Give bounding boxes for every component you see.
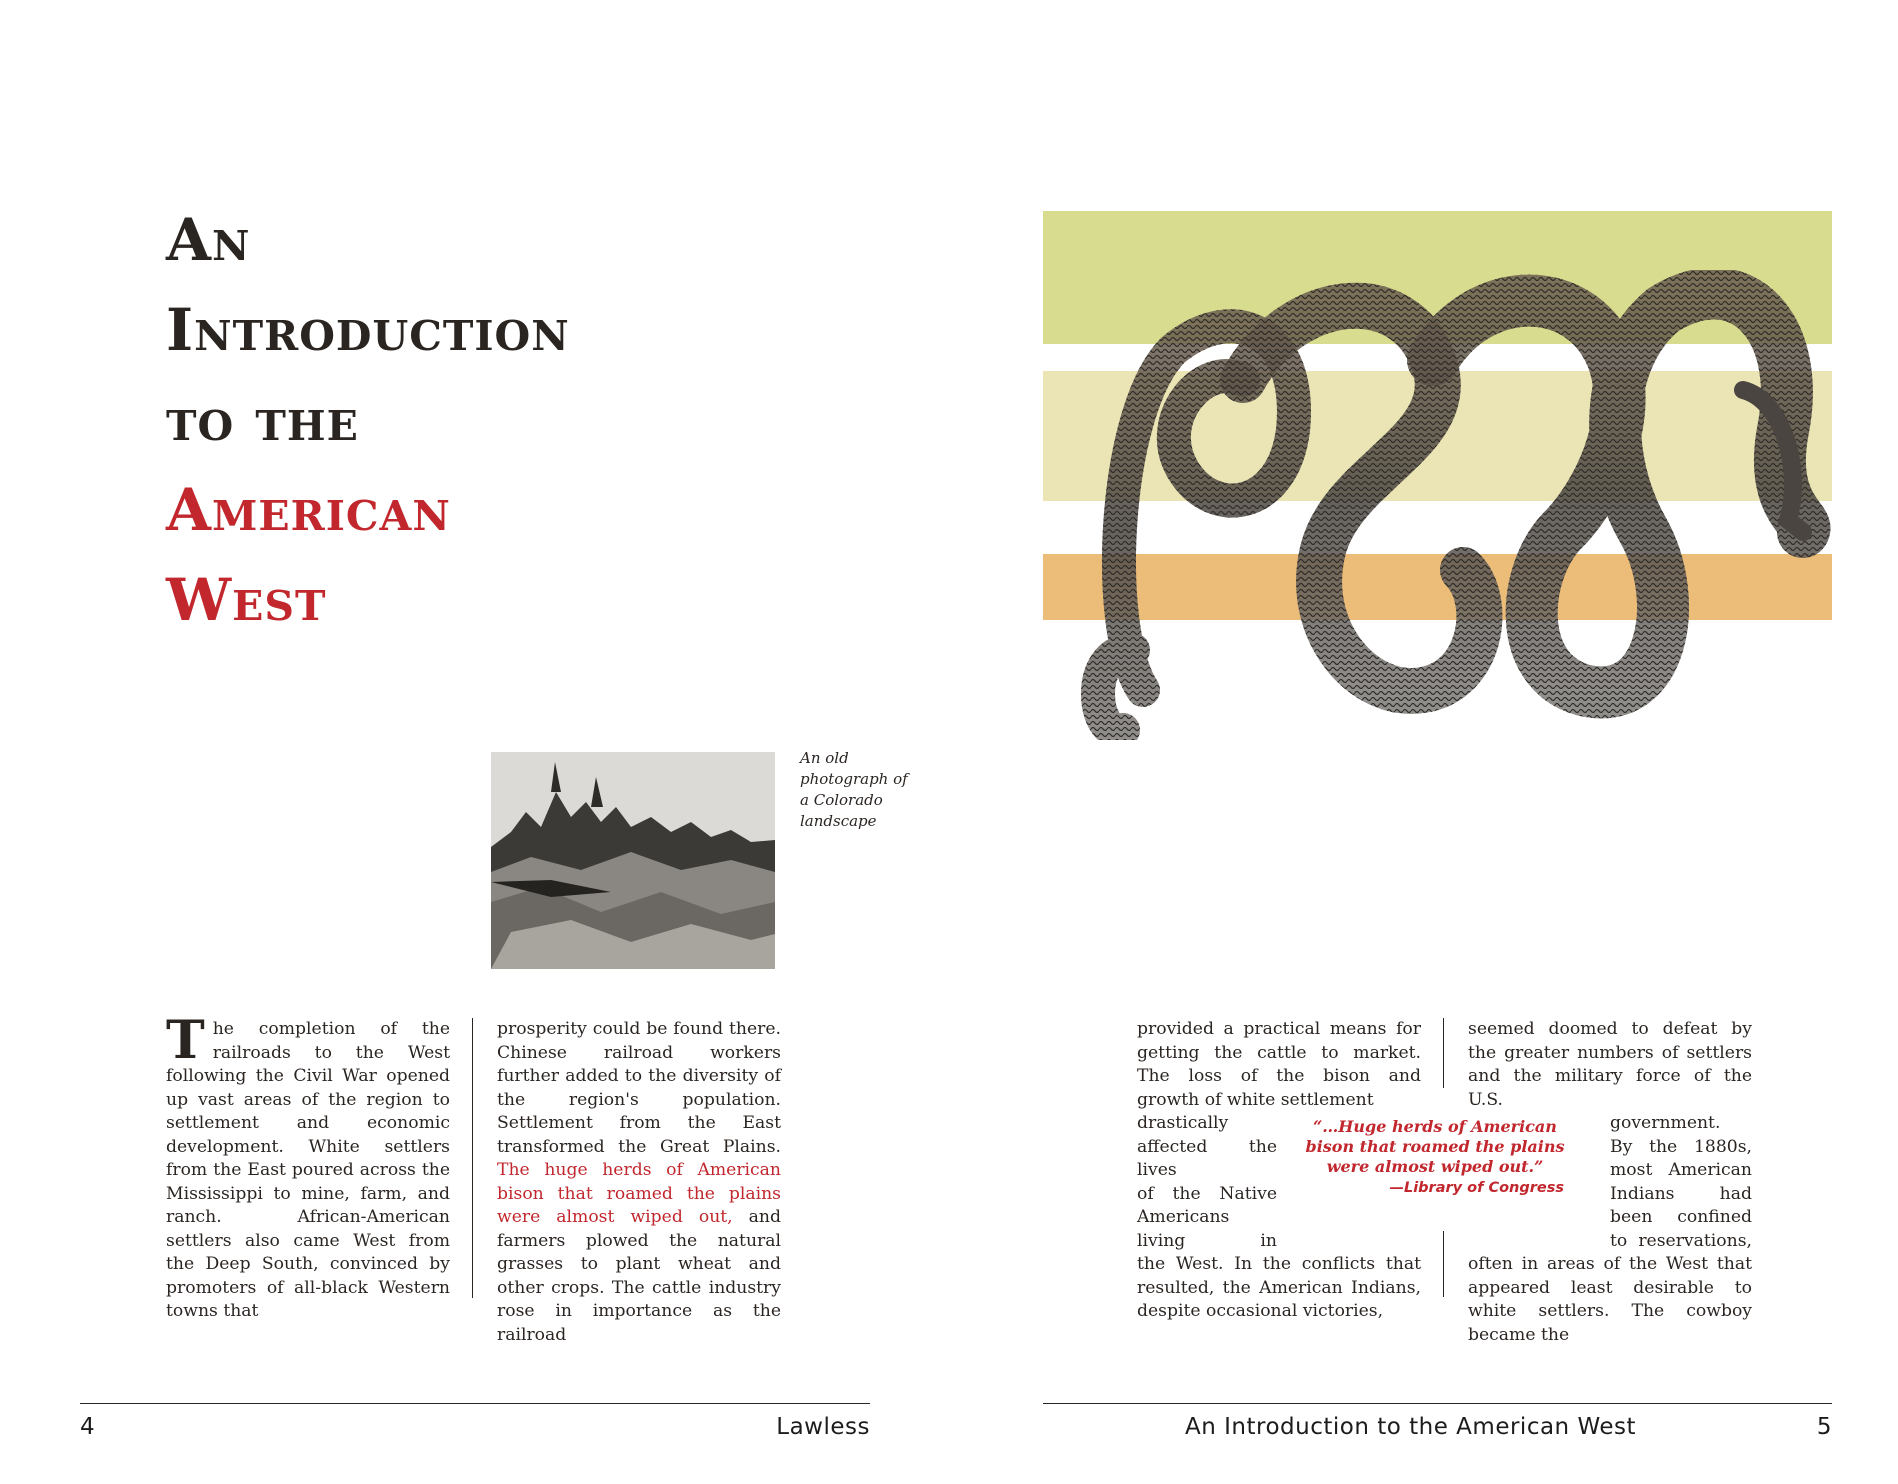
column-divider-bottom bbox=[1443, 1231, 1444, 1297]
right-column-1-top: provided a practical means for getting the cattle to market. The loss of the bison and growth of white settlement bbox=[1137, 1019, 1421, 1110]
narrow-line: government. bbox=[1610, 1113, 1721, 1133]
column-2-highlight: The huge herds of American bison that roamed the plains were almost wiped out, bbox=[497, 1160, 781, 1227]
column-1-text: he completion of the railroads to the West following the Civil War opened up vast areas of the region to settlement and economic development. White settlers from the East poured across the Mississippi to mine, farm, and ranch. African-American settlers also came West from the Deep South, convinced by promoters of all-black Western towns that bbox=[166, 1019, 450, 1321]
article-title bbox=[166, 195, 570, 645]
running-title: An Introduction to the American West bbox=[1185, 1414, 1636, 1440]
title-line-4: American bbox=[166, 476, 451, 544]
snake-illustration bbox=[1043, 270, 1832, 740]
title-line-3: to the bbox=[166, 386, 359, 454]
right-column-2-top: seemed doomed to defeat by the greater numbers of settlers and the military force of the U.S. bbox=[1468, 1019, 1752, 1110]
right-column-1-bottom: the West. In the conflicts that resulted, the American Indians, despite occasional victories, bbox=[1137, 1254, 1421, 1321]
narrow-line: most American bbox=[1610, 1160, 1752, 1180]
narrow-line: Indians had bbox=[1610, 1183, 1752, 1204]
narrow-line: By the 1880s, bbox=[1610, 1136, 1752, 1157]
right-column-2-narrow bbox=[1610, 1112, 1752, 1253]
right-page bbox=[949, 0, 1898, 1484]
footer-rule bbox=[80, 1403, 870, 1404]
running-title: Lawless bbox=[776, 1414, 870, 1440]
pull-quote: “…Huge herds of American bison that roamed the plains were almost wiped out.” bbox=[1305, 1117, 1565, 1176]
title-line-2: Introduction bbox=[166, 296, 570, 364]
footer-rule bbox=[1043, 1403, 1832, 1404]
right-column-1-narrow bbox=[1137, 1112, 1277, 1253]
pull-quote-source: —Library of Congress bbox=[1389, 1180, 1564, 1196]
page-number: 5 bbox=[1816, 1414, 1832, 1440]
page-number: 4 bbox=[80, 1414, 96, 1440]
photo-caption: An old photograph of a Colorado landscape bbox=[800, 749, 908, 830]
right-column-2-bottom: often in areas of the West that appeared least desirable to white settlers. The cowboy became the bbox=[1468, 1254, 1752, 1345]
narrow-line: Americans bbox=[1137, 1207, 1230, 1227]
narrow-line: of the Native bbox=[1137, 1183, 1277, 1204]
body-column-1 bbox=[166, 1010, 450, 1324]
narrow-line: drastically bbox=[1137, 1113, 1229, 1133]
column-2-text-after: and farmers plowed the natural grasses to plant wheat and other crops. The cattle industry rose in importance as the railroad bbox=[497, 1207, 781, 1345]
column-divider bbox=[472, 1018, 473, 1298]
title-line-1: An bbox=[166, 206, 251, 274]
narrow-line: living in bbox=[1137, 1230, 1277, 1251]
body-column-2 bbox=[497, 1018, 781, 1347]
drop-cap: T bbox=[166, 1010, 205, 1071]
landscape-photo bbox=[491, 752, 775, 969]
column-2-text-before: prosperity could be found there. Chinese railroad workers further added to the diversity of the region's population. Settlement from the East transformed the Great Plains. bbox=[497, 1019, 781, 1157]
narrow-line: been confined bbox=[1610, 1207, 1752, 1227]
title-line-5: West bbox=[166, 566, 327, 634]
narrow-line: to reservations, bbox=[1610, 1230, 1752, 1251]
narrow-line: affected the lives bbox=[1137, 1136, 1277, 1180]
column-divider-top bbox=[1443, 1018, 1444, 1088]
